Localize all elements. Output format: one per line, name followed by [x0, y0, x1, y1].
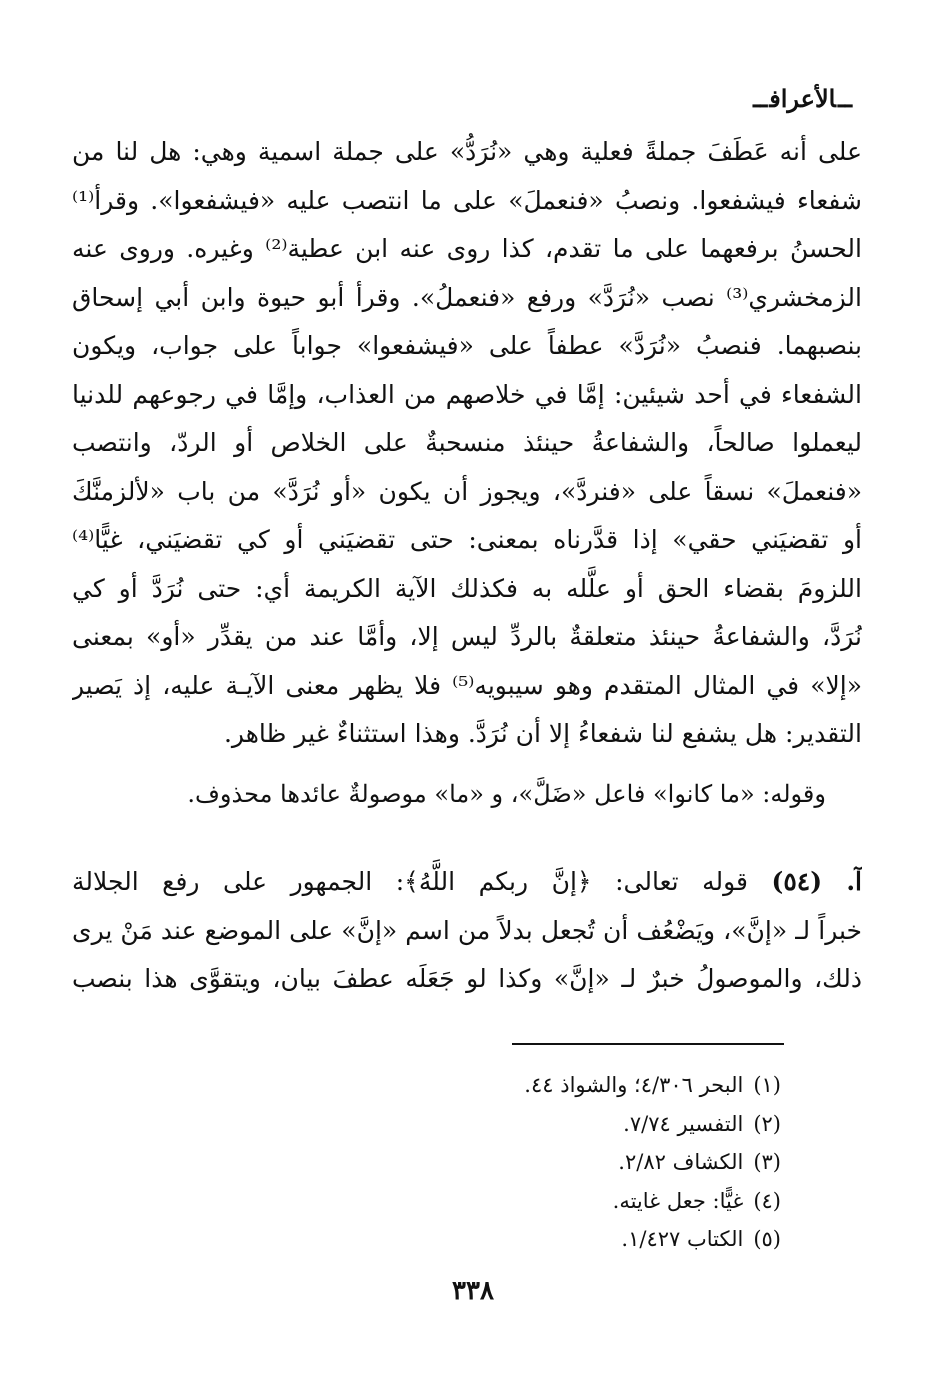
- footnote-text: التفسير ٧/٧٤.: [623, 1111, 744, 1136]
- verse-heading-line: [72, 858, 862, 907]
- footnote-number: (٣): [753, 1150, 781, 1174]
- paragraph-main: [72, 128, 862, 759]
- page-number: ٣٣٨: [452, 1276, 494, 1306]
- running-header: [751, 84, 854, 113]
- footnote-number: (٢): [753, 1111, 781, 1136]
- header-dash-right: ــ: [837, 84, 852, 113]
- footnote-number: (٥): [753, 1227, 781, 1251]
- paragraph-line: الحسنُ برفعهما على ما تقدم، كذا روى عنه ابن عطية⁽²⁾ وغيره. وروى عنه: [72, 234, 862, 263]
- footnotes-list: [524, 1066, 781, 1259]
- footnote-item: [524, 1220, 781, 1259]
- paragraph-line: أو تقضيَني حقي» إذا قدَّرناه بمعنى: حتى تقضيَني أو كي تقضيَني، غيًّا⁽⁴⁾: [72, 525, 862, 554]
- note-line: وقوله: «ما كانوا» فاعل «ضَلَّ»، و «ما» موصولةٌ عائدها محذوف.: [187, 780, 826, 808]
- paragraph-line: الشفعاء في أحد شيئين: إمَّا في خلاصهم من العذاب، وإمَّا في رجوعهم للدنيا: [72, 379, 862, 409]
- verse-heading-text: قوله تعالى: ﴿إنَّ ربكم اللَّهُ﴾: الجمهور على رفع الجلالة: [72, 867, 748, 896]
- paragraph-line: بنصبهما. فنصبُ «نُرَدَّ» عطفاً على «فيشفعوا» جواباً على جواب، ويكون: [72, 331, 862, 360]
- paragraph-line: «فنعملَ» نسقاً على «فنردَّ»، ويجوز أن يكون «أو نُرَدَّ» من باب «لألزمنَّكَ: [72, 476, 862, 506]
- footnote-item: [524, 1066, 781, 1105]
- footnote-text: الكشاف ٢/٨٢.: [618, 1150, 744, 1174]
- paragraph-line: ليعملوا صالحاً، والشفاعةُ حينئذ منسحبةٌ على الخلاص أو الردّ، وانتصب: [72, 428, 862, 457]
- verse-line: ذلك، والموصولُ خبرٌ لـ «إنَّ» وكذا لو جَعَلَه عطفَ بيان، ويتقوَّى هذا بنصب: [72, 964, 862, 993]
- footnote-item: [524, 1143, 781, 1182]
- footnote-separator: [512, 1043, 784, 1045]
- verse-section: [72, 858, 862, 1004]
- footnote-number: (٤): [753, 1188, 781, 1213]
- footnote-number: (١): [753, 1073, 781, 1097]
- paragraph-line: شفعاء فيشفعوا. ونصبُ «فنعملَ» على ما انتصب عليه «فيشفعوا». وقرأ⁽¹⁾: [72, 185, 862, 215]
- footnote-text: الكتاب ١/٤٢٧.: [621, 1227, 744, 1251]
- verse-number: آ. (٥٤): [771, 867, 862, 896]
- footnote-item: [524, 1182, 781, 1221]
- paragraph-line: على أنه عَطَفَ جملةً فعلية وهي «نُرَدُّ» على جملة اسمية وهي: هل لنا من: [72, 137, 862, 166]
- footnote-item: [524, 1105, 781, 1144]
- verse-line: خبراً لـ «إنَّ»، ويَضْعُف أن تُجعل بدلاً من اسم «إنَّ» على الموضع عند مَنْ يرى: [72, 915, 862, 945]
- footnote-text: البحر ٤/٣٠٦؛ والشواذ ٤٤.: [524, 1073, 744, 1097]
- paragraph-line: نُرَدَّ، والشفاعةُ حينئذ متعلقةٌ بالردِّ ليس إلا، وأمَّا عند من يقدِّر «أو» بمعنى: [72, 622, 862, 651]
- header-title-text: الأعراف: [769, 84, 836, 113]
- paragraph-line: التقدير: هل يشفع لنا شفعاءُ إلا أن نُرَدَّ. وهذا استثناءٌ غير ظاهر.: [223, 719, 862, 748]
- paragraph-line: الزمخشري⁽³⁾ نصب «نُرَدَّ» ورفع «فنعملُ». وقرأ أبو حيوة وابن أبي إسحاق: [72, 282, 862, 312]
- paragraph-line: «إلا» في المثال المتقدم وهو سيبويه⁽⁵⁾ فلا يظهر معنى الآيـة عليه، إذ يَصير: [72, 670, 862, 700]
- paragraph-line: اللزومَ بقضاء الحق أو علَّله به فكذلك الآية الكريمة أي: حتى نُرَدَّ أو كي: [72, 573, 862, 603]
- header-dash-left: ــ: [753, 84, 768, 113]
- footnote-text: غيًّا: جعل غايته.: [612, 1188, 744, 1213]
